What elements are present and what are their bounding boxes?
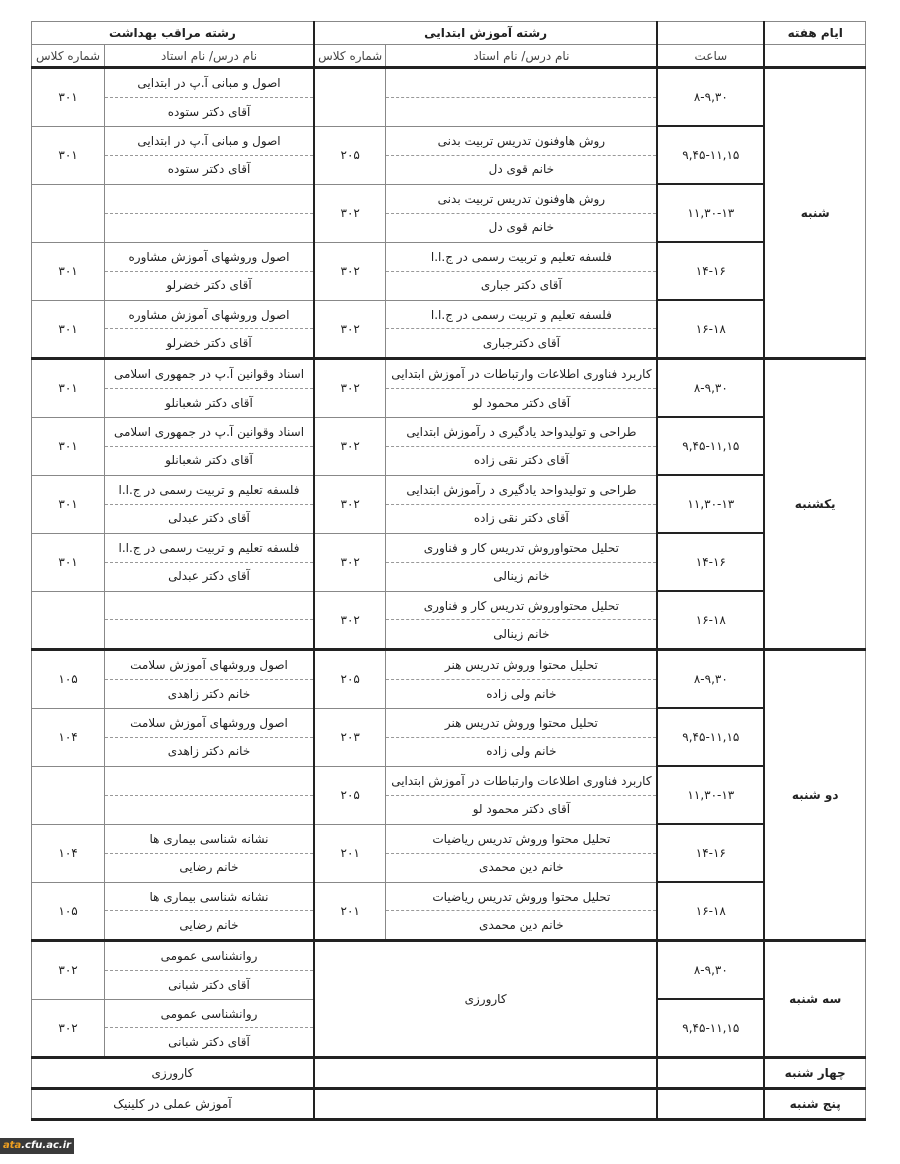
teacher-name: آقای دکتر عبدلی (168, 569, 250, 584)
course-entry (386, 592, 656, 648)
teacher-name: آقای دکتر محمود لو (472, 395, 571, 410)
teacher-name: آقای دکتر خضرلو (166, 336, 252, 350)
teacher-name: خانم ولی زاده (486, 744, 557, 759)
course-name (105, 767, 313, 796)
class-number: ۳۰۲ (314, 242, 386, 300)
class-number: ۳۰۱ (32, 126, 105, 184)
course-name: اسناد وقوانین آ.پ در جمهوری اسلامی (105, 418, 313, 447)
header-row-programs (32, 22, 866, 45)
course-cell-p1 (386, 766, 657, 824)
teacher-name: آقای دکتر شبانی (168, 1035, 250, 1049)
course-entry (386, 709, 656, 765)
course-entry (105, 534, 313, 590)
teacher-name: آقای دکتر جباری (480, 278, 562, 293)
course-entry (105, 185, 313, 241)
course-name: فلسفه تعلیم و تربیت رسمی در ج.ا.ا (386, 243, 656, 272)
class-number: ۳۰۲ (32, 941, 105, 1000)
course-entry (386, 883, 656, 939)
class-number: ۳۰۱ (32, 242, 105, 300)
class-number (314, 68, 386, 127)
course-name: نشانه شناسی بیماری ها (105, 825, 313, 854)
course-name: اصول وروشهای آموزش سلامت (105, 709, 313, 738)
site-watermark-logo (0, 1138, 74, 1154)
course-cell-p2 (105, 999, 314, 1058)
course-cell-p2 (105, 300, 314, 359)
course-entry (105, 883, 313, 939)
course-name: روش هاوفنون تدریس تربیت بدنی (386, 127, 656, 156)
table-row (32, 591, 866, 650)
course-cell-p1 (386, 184, 657, 242)
course-entry (105, 709, 313, 765)
table-row (32, 708, 866, 766)
table-row (32, 475, 866, 533)
course-entry (386, 69, 656, 125)
course-cell-p2 (105, 941, 314, 1000)
course-cell-p2 (105, 882, 314, 941)
course-name: تحلیل محتوا وروش تدریس هنر (386, 709, 656, 738)
class-number: ۳۰۱ (32, 359, 105, 418)
course-name: تحلیل محتواوروش تدریس کار و فناوری (386, 534, 656, 563)
teacher-name: خانم قوی دل (488, 162, 555, 177)
header-blank-day (764, 45, 865, 68)
class-number: ۲۰۱ (314, 882, 386, 941)
course-entry (105, 1000, 313, 1056)
course-entry (386, 651, 656, 707)
teacher-name: خانم زینالی (493, 569, 550, 584)
class-number: ۳۰۱ (32, 300, 105, 359)
class-number: ۳۰۱ (32, 417, 105, 475)
course-cell-p2 (105, 533, 314, 591)
table-row (32, 1058, 866, 1089)
teacher-name: آقای دکتر شعبانلو (165, 453, 253, 468)
class-number (32, 766, 105, 824)
course-cell-p2 (105, 68, 314, 127)
course-entry (105, 651, 313, 707)
watermark-suffix: .cfu.ac.ir (21, 1140, 72, 1151)
course-name: فلسفه تعلیم و تربیت رسمی در ج.ا.ا (105, 476, 313, 505)
timetable (31, 21, 866, 1121)
header-program-primary-education: رشته آموزش ابتدایی (314, 22, 657, 45)
course-name: روانشناسی عمومی (105, 1000, 313, 1029)
course-entry (105, 825, 313, 881)
course-name: اسناد وقوانین آ.پ در جمهوری اسلامی (105, 360, 313, 389)
day-name: دو شنبه (764, 650, 865, 941)
table-row (32, 650, 866, 709)
class-number: ۳۰۲ (314, 475, 386, 533)
day-name: شنبه (764, 68, 865, 359)
practicum-merged-cell: کارورزی (314, 941, 657, 1058)
time-slot: ۱۱,۳۰-۱۳ (657, 475, 764, 533)
header-course-teacher-2: نام درس/ نام استاد (105, 45, 314, 68)
class-number: ۳۰۱ (32, 533, 105, 591)
course-cell-p1 (386, 68, 657, 127)
class-number (32, 184, 105, 242)
table-row (32, 533, 866, 591)
table-row (32, 1089, 866, 1120)
course-entry (105, 360, 313, 416)
header-class-number-1: شماره کلاس (314, 45, 386, 68)
course-cell-p2 (105, 650, 314, 709)
teacher-name: آقای دکتر محمود لو (472, 802, 571, 817)
table-row (32, 417, 866, 475)
health-care-merged-cell: آموزش عملی در کلینیک (32, 1089, 314, 1120)
class-number: ۳۰۱ (32, 68, 105, 127)
teacher-name: آقای دکتر نقی زاده (473, 511, 569, 526)
time-slot: ۹,۴۵-۱۱,۱۵ (657, 999, 764, 1058)
course-entry (386, 476, 656, 532)
course-name: کاربرد فناوری اطلاعات وارتباطات در آموزش ابتدایی (386, 360, 656, 389)
teacher-name (105, 214, 313, 242)
course-entry (105, 476, 313, 532)
time-slot: ۹,۴۵-۱۱,۱۵ (657, 708, 764, 766)
course-cell-p2 (105, 359, 314, 418)
teacher-name (105, 620, 313, 648)
class-number: ۳۰۲ (314, 359, 386, 418)
watermark-prefix: ata (2, 1140, 22, 1151)
teacher-name: آقای دکتر خضرلو (166, 278, 252, 293)
class-number: ۲۰۵ (314, 126, 386, 184)
course-entry (386, 767, 656, 823)
teacher-name: خانم دین محمدی (479, 918, 564, 932)
table-row (32, 766, 866, 824)
course-cell-p2 (105, 184, 314, 242)
course-cell-p1 (386, 708, 657, 766)
course-name: کاربرد فناوری اطلاعات وارتباطات در آموزش ابتدایی (386, 767, 656, 796)
header-days: ایام هفته (764, 22, 865, 45)
time-slot: ۸-۹,۳۰ (657, 941, 764, 1000)
course-name: طراحی و تولیدواحد یادگیری د رآموزش ابتدایی (386, 418, 656, 447)
course-entry (105, 69, 313, 125)
class-number: ۱۰۴ (32, 708, 105, 766)
class-number: ۳۰۱ (32, 475, 105, 533)
course-entry (105, 301, 313, 357)
course-name: اصول وروشهای آموزش مشاوره (105, 243, 313, 272)
health-care-merged-cell: کارورزی (32, 1058, 314, 1089)
header-course-teacher-1: نام درس/ نام استاد (386, 45, 657, 68)
class-number (32, 591, 105, 650)
header-program-health-care: رشته مراقب بهداشت (32, 22, 314, 45)
course-cell-p1 (386, 591, 657, 650)
course-cell-p1 (386, 650, 657, 709)
course-cell-p2 (105, 766, 314, 824)
course-name: روانشناسی عمومی (105, 942, 313, 971)
header-class-number-2: شماره کلاس (32, 45, 105, 68)
course-cell-p2 (105, 126, 314, 184)
course-name: تحلیل محتوا وروش تدریس ریاضیات (386, 883, 656, 912)
teacher-name: آقای دکتر شعبانلو (165, 395, 253, 410)
class-number: ۱۰۵ (32, 650, 105, 709)
course-entry (386, 243, 656, 299)
course-name: اصول وروشهای آموزش مشاوره (105, 301, 313, 330)
course-entry (386, 185, 656, 241)
time-slot-empty (657, 1089, 764, 1120)
course-cell-p1 (386, 882, 657, 941)
table-row (32, 68, 866, 127)
course-cell-p1 (386, 359, 657, 418)
day-name: چهار شنبه (764, 1058, 865, 1089)
teacher-name: آقای دکتر ستوده (167, 162, 251, 177)
course-cell-p2 (105, 242, 314, 300)
table-row (32, 824, 866, 882)
class-number: ۲۰۱ (314, 824, 386, 882)
course-entry (105, 592, 313, 648)
day-name: سه شنبه (764, 941, 865, 1058)
course-name: طراحی و تولیدواحد یادگیری د رآموزش ابتدایی (386, 476, 656, 505)
table-row (32, 184, 866, 242)
time-slot: ۱۴-۱۶ (657, 533, 764, 591)
course-name: فلسفه تعلیم و تربیت رسمی در ج.ا.ا (386, 301, 656, 330)
class-number: ۲۰۳ (314, 708, 386, 766)
primary-empty-cell (314, 1058, 657, 1089)
class-number: ۳۰۲ (314, 417, 386, 475)
teacher-name: آقای دکتر عبدلی (168, 511, 250, 526)
course-entry (105, 767, 313, 823)
table-row (32, 941, 866, 1000)
primary-empty-cell (314, 1089, 657, 1120)
course-cell-p2 (105, 591, 314, 650)
day-name: پنج شنبه (764, 1089, 865, 1120)
course-name: اصول و مبانی آ.پ در ابتدایی (105, 69, 313, 98)
class-number: ۲۰۵ (314, 766, 386, 824)
course-cell-p1 (386, 533, 657, 591)
class-number: ۳۰۲ (314, 184, 386, 242)
time-slot: ۸-۹,۳۰ (657, 68, 764, 127)
course-name: تحلیل محتواوروش تدریس کار و فناوری (386, 592, 656, 621)
teacher-name: خانم دین محمدی (479, 860, 564, 875)
course-name: تحلیل محتوا وروش تدریس هنر (386, 651, 656, 680)
time-slot-empty (657, 1058, 764, 1089)
timetable-sheet (31, 21, 866, 1121)
course-name (386, 69, 656, 98)
table-row (32, 882, 866, 941)
time-slot: ۹,۴۵-۱۱,۱۵ (657, 126, 764, 184)
course-cell-p1 (386, 824, 657, 882)
teacher-name: آقای دکتر نقی زاده (473, 453, 569, 468)
course-entry (386, 825, 656, 881)
table-row (32, 359, 866, 418)
class-number: ۳۰۲ (314, 533, 386, 591)
teacher-name: آقای دکترجباری (482, 336, 560, 350)
time-slot: ۱۴-۱۶ (657, 824, 764, 882)
time-slot: ۱۶-۱۸ (657, 591, 764, 650)
course-entry (386, 127, 656, 183)
course-name: اصول و مبانی آ.پ در ابتدایی (105, 127, 313, 156)
course-entry (105, 942, 313, 998)
course-name (105, 185, 313, 214)
course-entry (386, 534, 656, 590)
time-slot: ۸-۹,۳۰ (657, 650, 764, 709)
course-cell-p1 (386, 242, 657, 300)
course-cell-p1 (386, 475, 657, 533)
teacher-name: خانم دکتر زاهدی (167, 686, 251, 701)
course-entry (386, 418, 656, 474)
teacher-name (105, 796, 313, 824)
teacher-name (386, 98, 656, 126)
course-entry (105, 243, 313, 299)
course-name: روش هاوفنون تدریس تربیت بدنی (386, 185, 656, 214)
course-cell-p2 (105, 417, 314, 475)
table-row (32, 300, 866, 359)
course-cell-p2 (105, 824, 314, 882)
course-cell-p1 (386, 126, 657, 184)
course-entry (105, 127, 313, 183)
class-number: ۳۰۲ (314, 591, 386, 650)
time-slot: ۹,۴۵-۱۱,۱۵ (657, 417, 764, 475)
class-number: ۳۰۲ (314, 300, 386, 359)
class-number: ۱۰۵ (32, 882, 105, 941)
class-number: ۳۰۲ (32, 999, 105, 1058)
time-slot: ۱۴-۱۶ (657, 242, 764, 300)
course-entry (386, 360, 656, 416)
course-name: تحلیل محتوا وروش تدریس ریاضیات (386, 825, 656, 854)
teacher-name: آقای دکتر شبانی (168, 977, 250, 992)
class-number: ۱۰۴ (32, 824, 105, 882)
class-number: ۲۰۵ (314, 650, 386, 709)
header-row-columns (32, 45, 866, 68)
day-name: یکشنبه (764, 359, 865, 650)
time-slot: ۱۶-۱۸ (657, 300, 764, 359)
course-name: اصول وروشهای آموزش سلامت (105, 651, 313, 680)
course-name: فلسفه تعلیم و تربیت رسمی در ج.ا.ا (105, 534, 313, 563)
teacher-name: خانم زینالی (493, 627, 550, 641)
table-row (32, 126, 866, 184)
header-blank (657, 22, 764, 45)
teacher-name: خانم دکتر زاهدی (167, 744, 251, 759)
course-entry (105, 418, 313, 474)
course-name (105, 592, 313, 621)
teacher-name: خانم ولی زاده (486, 686, 557, 701)
course-cell-p2 (105, 708, 314, 766)
teacher-name: خانم قوی دل (488, 220, 555, 235)
teacher-name: خانم رضایی (179, 860, 239, 875)
header-time: ساعت (657, 45, 764, 68)
time-slot: ۱۱,۳۰-۱۳ (657, 766, 764, 824)
course-cell-p2 (105, 475, 314, 533)
course-cell-p1 (386, 300, 657, 359)
teacher-name: خانم رضایی (179, 918, 239, 932)
time-slot: ۱۶-۱۸ (657, 882, 764, 941)
course-name: نشانه شناسی بیماری ها (105, 883, 313, 912)
table-row (32, 242, 866, 300)
course-entry (386, 301, 656, 357)
time-slot: ۱۱,۳۰-۱۳ (657, 184, 764, 242)
teacher-name: آقای دکتر ستوده (167, 104, 251, 119)
course-cell-p1 (386, 417, 657, 475)
time-slot: ۸-۹,۳۰ (657, 359, 764, 418)
